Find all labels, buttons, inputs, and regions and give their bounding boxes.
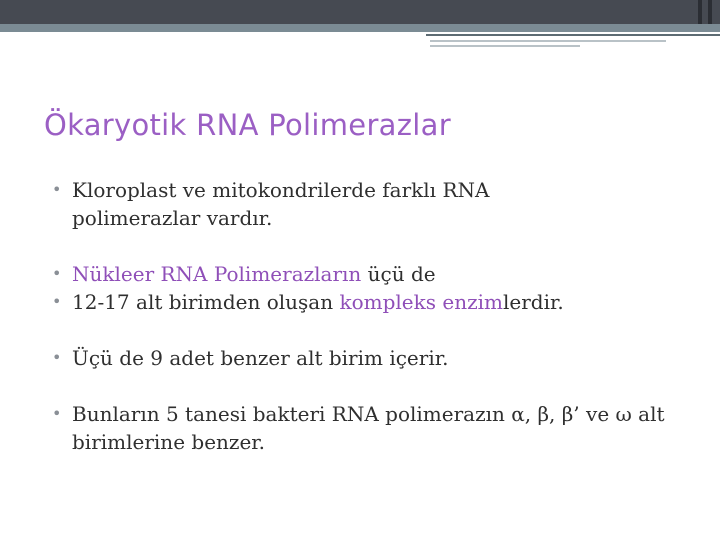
bullet-item	[52, 176, 542, 232]
bullet-item	[52, 260, 702, 288]
header-bar	[0, 0, 720, 24]
highlighted-text: enzim	[442, 290, 504, 314]
header-rule	[430, 40, 666, 42]
bullet-text: 12-17 alt birimden oluşan	[72, 290, 340, 314]
header-tile	[698, 0, 702, 24]
header-rule	[426, 34, 720, 36]
bullet-item	[52, 344, 702, 372]
slide-title: Ökaryotik RNA Polimerazlar	[44, 108, 451, 142]
bullet-text: Bunların 5 tanesi bakteri RNA polimerazın α, β, β’ ve ω alt birimlerine benzer.	[72, 402, 665, 454]
bullet-text: Kloroplast ve mitokondrilerde farklı RNA polimerazlar vardır.	[72, 178, 490, 230]
bullet-text: Üçü de 9 adet benzer alt birim içerir.	[72, 346, 449, 370]
header-tile	[708, 0, 712, 24]
bullet-list	[52, 176, 702, 456]
bullet-text: üçü de	[361, 262, 436, 286]
highlighted-text: kompleks	[339, 290, 437, 314]
header-accent-stripe	[0, 24, 720, 32]
header-rule	[430, 45, 580, 47]
bullet-text: lerdir.	[503, 290, 564, 314]
highlighted-text: Nükleer RNA Polimerazların	[72, 262, 362, 286]
bullet-item	[52, 400, 692, 456]
bullet-item	[52, 288, 702, 316]
